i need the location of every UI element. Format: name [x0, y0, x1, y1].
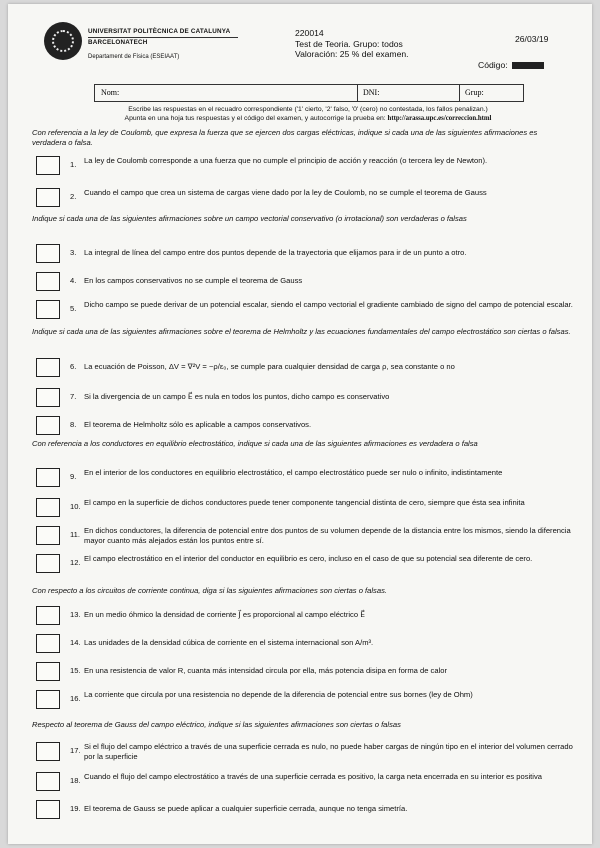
nom-label: Nom:	[101, 88, 120, 97]
question-number: 16.	[70, 694, 81, 703]
question-number: 15.	[70, 666, 81, 675]
header-rule	[88, 37, 238, 38]
question-text: El campo electrostático en el interior del conductor en equilibrio es cero, incluso en el caso de que su potencial sea diferente de cero.	[84, 554, 533, 563]
question-text: El teorema de Helmholtz sólo es aplicable a campos conservativos.	[84, 420, 312, 429]
answer-box[interactable]	[36, 742, 60, 761]
answer-box[interactable]	[36, 416, 60, 435]
dni-label: DNI:	[363, 88, 380, 97]
question-number: 9.	[70, 472, 77, 481]
question-text: Si el flujo del campo eléctrico a través de una superficie cerrada es nulo, no puede haber cargas de ningún tipo en el interior del volumen cerrado por la superficie	[84, 742, 573, 761]
question-number: 5.	[70, 304, 77, 313]
exam-sheet	[8, 4, 592, 844]
question-text: La corriente que circula por una resistencia no depende de la diferencia de potencial entre sus bornes (ley de Ohm)	[84, 690, 473, 699]
answer-box[interactable]	[36, 300, 60, 319]
question-text: El teorema de Gauss se puede aplicar a cualquier superficie cerrada, aunque no tenga simetría.	[84, 804, 408, 813]
question-item	[36, 156, 576, 178]
question-text: En dichos conductores, la diferencia de potencial entre dos puntos de su volumen depende de la distancia entre los mismos, siendo la diferencia mayor cuanto más alejados están los puntos entre sí.	[84, 526, 571, 545]
question-number: 7.	[70, 392, 77, 401]
question-text: En el interior de los conductores en equilibrio electrostático, el campo electrostático puede ser nulo o infinito, indistintamente	[84, 468, 503, 477]
question-number: 10.	[70, 502, 81, 511]
question-number: 13.	[70, 610, 81, 619]
redacted-code	[512, 62, 544, 69]
question-text: En un medio óhmico la densidad de corriente J⃗ es proporcional al campo eléctrico E⃗	[84, 610, 365, 619]
box-divider	[459, 85, 460, 101]
question-number: 1.	[70, 160, 77, 169]
question-number: 17.	[70, 746, 81, 755]
section-heading: Con respecto a los circuitos de corriente continua, diga si las siguientes afirmaciones son ciertas o falsas.	[32, 586, 387, 595]
answer-box[interactable]	[36, 244, 60, 263]
answer-box[interactable]	[36, 634, 60, 653]
section-heading: Con referencia a la ley de Coulomb, que expresa la fuerza que se ejercen dos cargas eléctricas, indique si cada una de las siguientes afirmaciones es verdadera o falsa.	[32, 128, 538, 147]
question-item	[36, 416, 576, 438]
question-item	[36, 742, 576, 764]
exam-date: 26/03/19	[515, 34, 549, 44]
question-number: 4.	[70, 276, 77, 285]
grup-label: Grup:	[465, 88, 484, 97]
question-number: 2.	[70, 192, 77, 201]
upc-logo-icon	[44, 22, 82, 60]
answer-box[interactable]	[36, 526, 60, 545]
answer-box[interactable]	[36, 554, 60, 573]
box-divider	[357, 85, 358, 101]
question-number: 11.	[70, 530, 80, 539]
question-text: Las unidades de la densidad cúbica de corriente en el sistema internacional son A/m³.	[84, 638, 374, 647]
question-item	[36, 634, 576, 656]
question-number: 14.	[70, 638, 81, 647]
exam-code: 220014	[295, 28, 324, 38]
question-item	[36, 690, 576, 712]
question-item	[36, 300, 576, 322]
university-name	[88, 28, 238, 47]
correction-url: http://arassa.upc.es/correccion.html	[387, 115, 492, 122]
section-heading: Indique si cada una de las siguientes afirmaciones sobre el teorema de Helmholtz y las ecuaciones fundamentales del campo electrostático son ciertas o falsas.	[32, 327, 571, 336]
answer-box[interactable]	[36, 358, 60, 377]
section-heading: Respecto al teorema de Gauss del campo eléctrico, indique si las siguientes afirmaciones son ciertas o falsas	[32, 720, 401, 729]
question-number: 8.	[70, 420, 77, 429]
answer-box[interactable]	[36, 156, 60, 175]
question-item	[36, 388, 576, 410]
answer-box[interactable]	[36, 606, 60, 625]
department-name: Departament de Física (ESEIAAT)	[88, 54, 180, 60]
question-item	[36, 188, 576, 210]
answer-box[interactable]	[36, 498, 60, 517]
question-number: 6.	[70, 362, 77, 371]
answer-box[interactable]	[36, 388, 60, 407]
codigo-label: Código:	[478, 60, 508, 70]
question-number: 3.	[70, 248, 77, 257]
student-info-box	[94, 84, 524, 102]
answer-box[interactable]	[36, 272, 60, 291]
answer-box[interactable]	[36, 772, 60, 791]
question-item	[36, 800, 576, 822]
exam-header	[295, 28, 409, 60]
question-text: La integral de línea del campo entre dos puntos depende de la trayectoria que elijamos para ir de un punto a otro.	[84, 248, 467, 257]
question-item	[36, 606, 576, 628]
question-text: En los campos conservativos no se cumple el teorema de Gauss	[84, 276, 303, 285]
question-text: El campo en la superficie de dichos conductores puede tener componente tangencial distinta de cero, siempre que ésta sea infinita	[84, 498, 525, 507]
instructions-line1: Escribe las respuestas en el recuadro correspondiente ('1' cierto, '2' falso, '0' (cero) no contestada, los fallos penalizan.)	[128, 106, 488, 113]
question-item	[36, 772, 576, 794]
university-line2: BARCELONATECH	[88, 39, 148, 46]
instructions-line2: Apunta en una hoja tus respuestas y el código del examen, y autocorrige la prueba en: http://arassa.upc.es/correccion.html	[124, 115, 492, 122]
question-number: 19.	[70, 804, 81, 813]
valuation-line: Valoración: 25 % del examen.	[295, 49, 409, 59]
university-line1: UNIVERSITAT POLITÈCNICA DE CATALUNYA	[88, 28, 231, 35]
question-item	[36, 526, 576, 548]
question-item	[36, 358, 576, 380]
question-number: 18.	[70, 776, 81, 785]
question-text: Si la divergencia de un campo E⃗ es nula en todos los puntos, dicho campo es conservativo	[84, 392, 390, 401]
question-number: 12.	[70, 558, 81, 567]
question-text: La ley de Coulomb corresponde a una fuerza que no cumple el principio de acción y reacción (o tercera ley de Newton).	[84, 156, 488, 165]
question-item	[36, 272, 576, 294]
instructions	[48, 105, 568, 123]
codigo-field	[478, 60, 544, 70]
question-item	[36, 468, 576, 490]
question-text: Dicho campo se puede derivar de un potencial escalar, siendo el campo vectorial el gradiente cambiado de signo del campo de potencial escalar.	[84, 300, 573, 309]
answer-box[interactable]	[36, 468, 60, 487]
section-heading: Con referencia a los conductores en equilibrio electrostático, indique si cada una de las siguientes afirmaciones es verdadera o falsa	[32, 439, 478, 448]
question-text: Cuando el flujo del campo electrostático a través de una superficie cerrada es positivo, la carga neta encerrada en su interior es positiva	[84, 772, 542, 781]
question-item	[36, 662, 576, 684]
answer-box[interactable]	[36, 690, 60, 709]
answer-box[interactable]	[36, 800, 60, 819]
question-text: Cuando el campo que crea un sistema de cargas viene dado por la ley de Coulomb, no se cumple el teorema de Gauss	[84, 188, 487, 197]
test-line: Test de Teoria. Grupo: todos	[295, 38, 403, 49]
question-item	[36, 244, 576, 266]
question-text: La ecuación de Poisson, ΔV = ∇²V = −ρ/ε₀, se cumple para cualquier densidad de carga ρ, sea constante o no	[84, 362, 455, 371]
question-item	[36, 498, 576, 520]
answer-box[interactable]	[36, 662, 60, 681]
question-text: En una resistencia de valor R, cuanta más intensidad circula por ella, más potencia disipa en forma de calor	[84, 666, 448, 675]
section-heading: Indique si cada una de las siguientes afirmaciones sobre un campo vectorial conservativo (o irrotacional) son verdaderas o falsas	[32, 214, 467, 223]
question-item	[36, 554, 576, 576]
answer-box[interactable]	[36, 188, 60, 207]
